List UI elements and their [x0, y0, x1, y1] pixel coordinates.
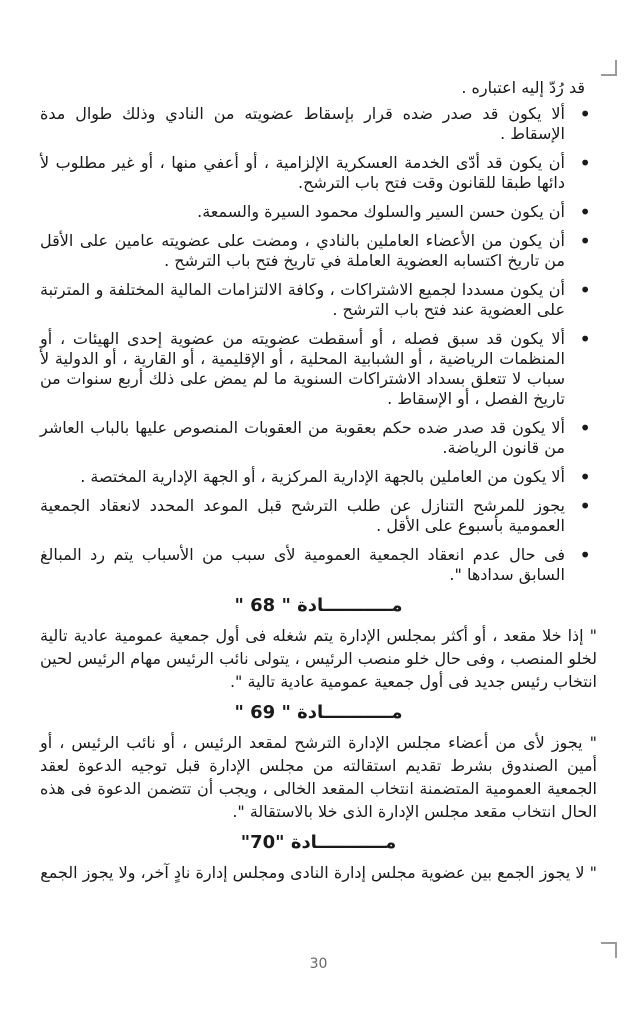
list-item: • فى حال عدم انعقاد الجمعية العمومية لأى سبب من الأسباب يتم رد المبالغ السابق سدادها ".	[40, 545, 597, 585]
article-70-heading: مـــــــــــادة "70"	[240, 832, 397, 853]
list-item: • أن يكون مسددا لجميع الاشتراكات ، وكافة الالتزامات المالية المختلفة و المترتبة على العضوية عند فتح باب الترشح .	[40, 280, 597, 320]
list-item: • ألا يكون قد سبق فصله ، أو أسقطت عضويته من عضوية إحدى الهيئات ، أو المنظمات الرياضية ، أو الشبابية المحلية ، أو الإقليمية ، أو القارية ، أو الدولية لأ سباب لا تتعلق بسداد الاشتراكات السنوية ما لم يمض على ذلك أربع سنوات من تاريخ الفصل ، أو الإسقاط .	[40, 329, 597, 409]
article-69-heading: مـــــــــــادة " 69 "	[234, 702, 403, 723]
continuation-line: قد رُدّ إليه اعتباره .	[461, 78, 585, 97]
article-70-text: " لا يجوز الجمع بين عضوية مجلس إدارة النادى ومجلس إدارة نادٍ آخر، ولا يجوز الجمع	[40, 863, 597, 882]
list-item: • ألا يكون قد صدر ضده حكم بعقوبة من العقوبات المنصوص عليها بالباب العاشر من قانون الرياضة.	[40, 418, 597, 458]
list-item: • أن يكون حسن السير والسلوك محمود السيرة والسمعة.	[40, 202, 597, 222]
corner-mark-top	[601, 60, 617, 76]
article-68-text: " إذا خلا مقعد ، أو أكثر بمجلس الإدارة يتم شغله فى أول جمعية عمومية عادية تالية لخلو المنصب ، وفى حال خلو منصب الرئيس ، يتولى نائب الرئيس مهام الرئيس لحين انتخاب رئيس جديد فى أول جمعية عمومية عادية تالية ".	[40, 626, 597, 691]
list-item: • ألا يكون قد صدر ضده قرار بإسقاط عضويته من النادي وذلك طوال مدة الإسقاط .	[40, 104, 597, 144]
page-number: 30	[309, 956, 328, 972]
list-item: • ألا يكون من العاملين بالجهة الإدارية المركزية ، أو الجهة الإدارية المختصة .	[40, 467, 597, 487]
list-item: • أن يكون من الأعضاء العاملين بالنادي ، ومضت على عضويته عامين على الأقل من تاريخ اكتسابه العضوية العاملة في تاريخ فتح باب الترشح .	[40, 231, 597, 271]
list-item: • يجوز للمرشح التنازل عن طلب الترشح قبل الموعد المحدد لانعقاد الجمعية العمومية بأسبوع على الأقل .	[40, 496, 597, 536]
conditions-list	[40, 104, 597, 585]
article-69-text: " يجوز لأى من أعضاء مجلس الإدارة الترشح لمقعد الرئيس ، أو نائب الرئيس ، أو أمين الصندوق بشرط تقديم استقالته من مجلس الإدارة قبل توجيه الدعوة لعقد الجمعية العمومية المتضمنة انتخاب المقعد الخالى ، ويجب أن تتضمن الدعوة فى هذه الحال انتخاب مقعد مجلس الإدارة الذى خلا بالاستقالة ".	[40, 733, 597, 821]
document-page	[40, 78, 597, 892]
list-item: • أن يكون قد أدّى الخدمة العسكرية الإلزامية ، أو أعفي منها ، أو غير مطلوب لأ دائها طبقا للقانون وقت فتح باب الترشح.	[40, 153, 597, 193]
article-68-heading: مـــــــــــادة " 68 "	[234, 595, 403, 616]
